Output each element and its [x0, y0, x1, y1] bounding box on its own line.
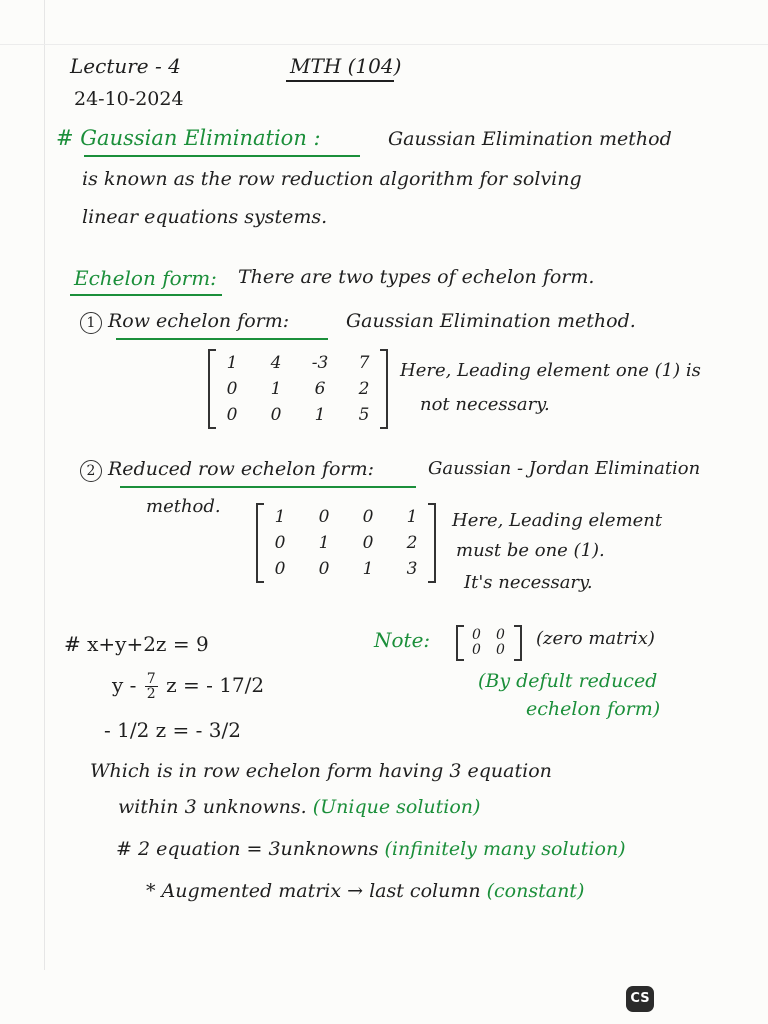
row-echelon-note-2: not necessary. [420, 394, 550, 415]
echelon-underline [70, 294, 222, 296]
matrix-cell: 0 [274, 533, 286, 553]
note-label: Note: [374, 628, 431, 652]
augmented-matrix-text: * Augmented matrix → last column [146, 880, 481, 902]
matrix-cell: 1 [226, 353, 238, 373]
matrix-cell: 0 [318, 507, 330, 527]
equation-2 [112, 672, 264, 701]
reduced-echelon-title: Reduced row echelon form: [108, 458, 374, 480]
row-echelon-matrix [208, 350, 388, 428]
conclusion-line-1: Which is in row echelon form having 3 equation [90, 760, 552, 782]
echelon-heading: Echelon form: [74, 266, 217, 290]
matrix-cell: 2 [406, 533, 418, 553]
row-echelon-underline [116, 338, 328, 340]
matrix-cell: 1 [318, 533, 330, 553]
fraction-denominator: 2 [146, 686, 156, 702]
course-code: MTH (104) [290, 54, 402, 78]
matrix-cell: 0 [274, 559, 286, 579]
row-echelon-note-1: Here, Leading element one (1) is [400, 360, 701, 381]
fraction-seven-halves [145, 672, 158, 701]
note-line-1: (By defult reduced [478, 670, 658, 692]
conclusion-line-2 [118, 796, 480, 818]
row-echelon-desc: Gaussian Elimination method. [346, 310, 636, 332]
matrix-cell: 1 [314, 405, 326, 425]
camscanner-logo: CS [626, 986, 654, 1012]
conclusion-line-4 [146, 880, 584, 902]
reduced-echelon-desc: Gaussian - Jordan Elimination [428, 458, 701, 479]
reduced-echelon-note-3: It's necessary. [464, 572, 593, 593]
matrix-cell: 3 [406, 559, 418, 579]
matrix-cell: 2 [358, 379, 370, 399]
lecture-date: 24-10-2024 [74, 88, 184, 110]
gaussian-line-3: linear equations systems. [82, 206, 328, 228]
matrix-cell: 0 [226, 379, 238, 399]
matrix-cell: 1 [362, 559, 374, 579]
gaussian-line-2: is known as the row reduction algorithm for solving [82, 168, 582, 190]
reduced-echelon-matrix [256, 504, 436, 582]
matrix-cell: -3 [311, 353, 329, 373]
margin-line [44, 0, 45, 970]
unique-solution-note: (Unique solution) [312, 796, 481, 818]
conclusion-line-2-text: within 3 unknowns. [118, 796, 307, 818]
matrix-cell: 1 [274, 507, 286, 527]
matrix-cell: 0 [472, 627, 481, 643]
matrix-cell: 0 [270, 405, 282, 425]
equation-3: - 1/2 z = - 3/2 [104, 718, 241, 742]
course-underline [286, 80, 394, 82]
fraction-numerator: 7 [146, 671, 156, 687]
row-echelon-matrix-table [210, 350, 386, 428]
conclusion-line-3 [116, 838, 626, 860]
row-echelon-title: Row echelon form: [108, 310, 290, 332]
gaussian-line-1: Gaussian Elimination method [388, 128, 672, 150]
note-line-2: echelon form) [526, 698, 661, 720]
equation-2-suffix: z = - 17/2 [166, 673, 265, 697]
matrix-cell: 0 [496, 627, 505, 643]
matrix-cell: 1 [406, 507, 418, 527]
echelon-intro: There are two types of echelon form. [238, 266, 595, 288]
gaussian-heading: # Gaussian Elimination : [56, 126, 321, 150]
matrix-cell: 0 [226, 405, 238, 425]
lecture-label: Lecture - 4 [70, 54, 181, 78]
constant-note: (constant) [486, 880, 585, 902]
matrix-cell: 4 [270, 353, 282, 373]
equation-1: # x+y+2z = 9 [64, 632, 209, 656]
zero-matrix [456, 626, 522, 660]
number-one-circle: 1 [80, 312, 102, 334]
reduced-echelon-note-1: Here, Leading element [452, 510, 663, 531]
matrix-cell: 7 [358, 353, 370, 373]
reduced-echelon-underline [120, 486, 416, 488]
matrix-cell: 0 [362, 507, 374, 527]
infinite-solution-note: (infinitely many solution) [384, 838, 626, 860]
row-echelon-line [80, 310, 289, 334]
reduced-echelon-line [80, 458, 374, 482]
matrix-cell: 5 [358, 405, 370, 425]
gaussian-underline [84, 155, 360, 157]
reduced-echelon-note-2: must be one (1). [456, 540, 605, 561]
reduced-echelon-matrix-table [258, 504, 434, 582]
top-rule [0, 44, 768, 45]
matrix-cell: 0 [318, 559, 330, 579]
reduced-echelon-desc-2: method. [146, 496, 221, 517]
conclusion-line-3-text: # 2 equation = 3unknowns [116, 838, 379, 860]
matrix-cell: 0 [472, 642, 481, 658]
matrix-cell: 6 [314, 379, 326, 399]
matrix-cell: 1 [270, 379, 282, 399]
number-two-circle: 2 [80, 460, 102, 482]
matrix-cell: 0 [362, 533, 374, 553]
zero-matrix-label: (zero matrix) [536, 628, 655, 649]
matrix-cell: 0 [496, 642, 505, 658]
equation-2-prefix: y - [112, 673, 137, 697]
